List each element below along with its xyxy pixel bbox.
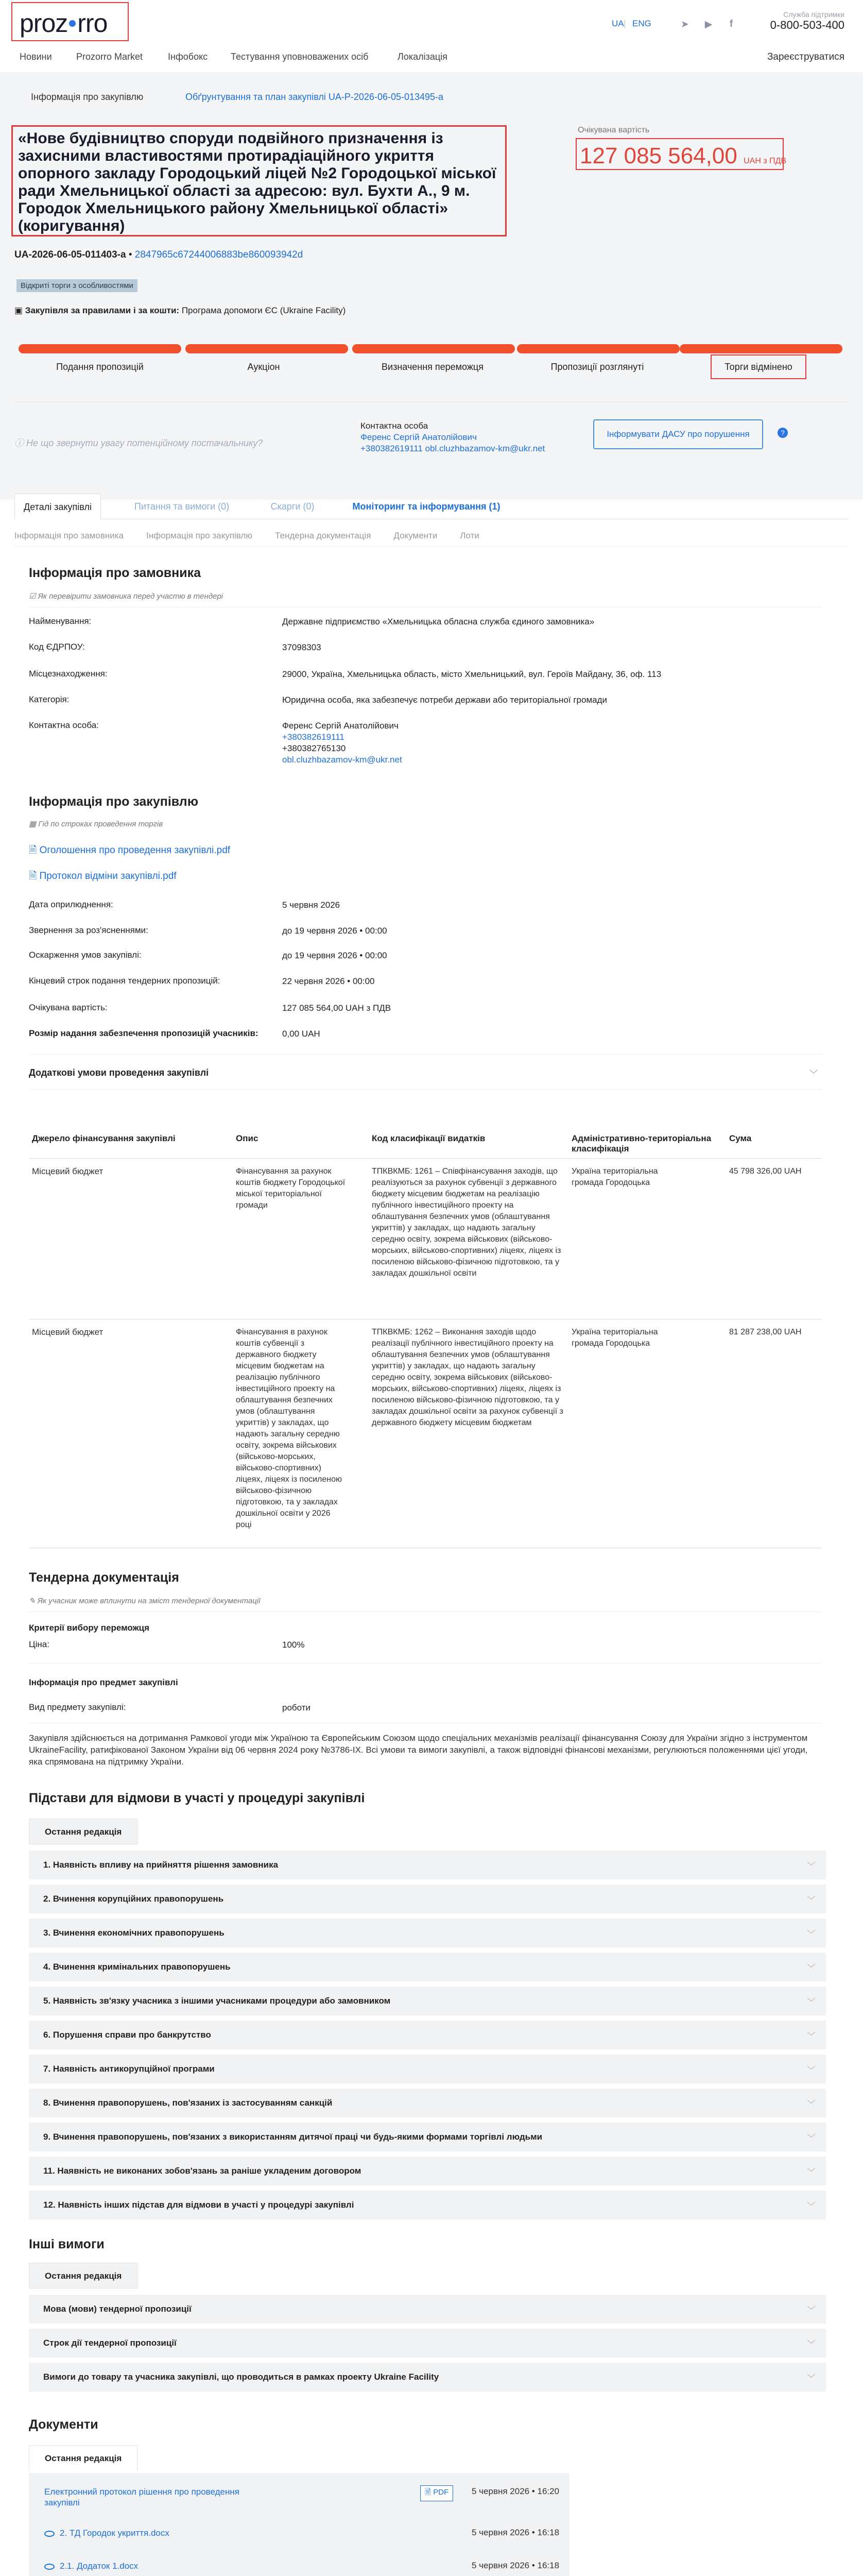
customer-phone-1[interactable]: +380382619111 xyxy=(282,732,344,742)
chevron-down-icon: ﹀ xyxy=(807,2133,816,2143)
accordion-item-label: Вимоги до товару та учасника закупівлі, що проводиться в рамках проекту Ukraine Facility xyxy=(43,2372,439,2382)
stage-bar-5 xyxy=(680,344,842,353)
estimate-value: 127 085 564,00 UAH з ПДВ xyxy=(580,143,787,168)
chevron-down-icon: ﹀ xyxy=(807,1895,816,1905)
edit-icon: ✎ xyxy=(29,1597,38,1605)
nav-market[interactable]: Prozorro Market xyxy=(76,52,143,62)
customer-contact-name: Ференс Сергій Анатолійович xyxy=(282,721,399,731)
customer-hint[interactable]: ☑ Як перевірити замовника перед участю в тендері xyxy=(29,592,223,601)
chevron-down-icon: ﹀ xyxy=(807,2374,816,2383)
tender-note: Закупівля здійснюється на дотримання Рамкової угоди між Україною та Європейським Союзом щодо спеціальних механізмів реалізації фінансування Союзу для України згідно з інструментом UkraineFacility, ратифікованої Законом України від 06 червня 2024 року №3786-IX. Всі умови та вимоги закупівлі, а також відповідні фінансові механізми, регулюються положеннями цієї угоди, яка спрямована на підтримку України. xyxy=(29,1733,808,1767)
file-icon: 🗎 xyxy=(29,845,40,856)
nav-testing[interactable]: Тестування уповноважених осіб xyxy=(231,52,369,62)
accordion-item-label: Строк дії тендерної пропозиції xyxy=(43,2338,177,2348)
accordion-item-label: 12. Наявність інших підстав для відмови в участі у процедурі закупівлі xyxy=(43,2200,354,2210)
table-header: Код класифікації видатків xyxy=(369,1129,568,1159)
accordion-item-label: 11. Наявність не виконаних зобов'язань за раніше укладеним договором xyxy=(43,2166,361,2176)
accordion-item[interactable] xyxy=(29,1987,826,2015)
chevron-down-icon: ﹀ xyxy=(807,2201,816,2211)
accordion-item[interactable] xyxy=(29,1851,826,1879)
chevron-down-icon: ﹀ xyxy=(807,2065,816,2075)
contact-name[interactable]: Ференс Сергій Анатолійович xyxy=(360,432,477,442)
table-header: Опис xyxy=(233,1129,369,1159)
cancel-protocol-file[interactable]: 🗎 Протокол відміни закупівлі.pdf xyxy=(29,871,177,882)
funding-line: ▣ Закупівля за правилами і за кошти: Програма допомоги ЄС (Ukraine Facility) xyxy=(14,306,346,315)
stage-label-2: Аукціон xyxy=(247,362,280,372)
chevron-down-icon: ﹀ xyxy=(807,1997,816,2007)
tender-hash[interactable]: 2847965c67244006883be860093942d xyxy=(134,249,303,260)
telegram-icon[interactable]: ➤ xyxy=(681,19,689,30)
tab-questions[interactable]: Питання та вимоги (0) xyxy=(134,501,230,512)
contact-block xyxy=(360,420,545,454)
contact-email[interactable]: obl.cluzhbazamov-km@ukr.net xyxy=(425,444,545,453)
contact-phone[interactable]: +380382619111 xyxy=(360,444,423,453)
stage-label-5: Торги відмінено xyxy=(724,362,792,372)
accordion-item[interactable] xyxy=(29,2021,826,2049)
tender-docs-heading: Тендерна документація xyxy=(29,1570,179,1585)
documents-heading: Документи xyxy=(29,2417,98,2432)
lang-ua[interactable]: UA xyxy=(612,19,624,28)
nav-infobox[interactable]: Інфобокс xyxy=(168,52,208,62)
table-row: Місцевий бюджет Фінансування за рахунок коштів бюджету Городоцької міської територіальної громади ТПКВКМБ: 1261 – Співфінансування заходів, що реалізуються за рахунок субвенції з державного бюджету місцевим бюджетам на реалізацію публічного інвестиційного проекту на облаштування безпечних умов (облаштування укриттів) у закладах, що надають загальну середню освіту, зокрема військових (військово-морських, військово-спортивних) ліцеях, ліцеях із посиленою військово-фізичною підготовкою, та у закладах дошкільної освіти Україна територіальна громада Городоцька 45 798 326,00 UAH xyxy=(29,1159,822,1319)
announcement-file[interactable]: 🗎 Оголошення про проведення закупівлі.pdf xyxy=(29,845,231,856)
site-header: proz rro UA | ENG ➤ ▶ f Служба підтримки 0-800-503-400 Новини Prozorro Market Інфобокс Тестування уповноважених осіб Локалізація Зареєструватися xyxy=(0,0,863,72)
accordion-item[interactable] xyxy=(29,1885,826,1913)
table-row: Місцевий бюджет Фінансування в рахунок коштів субвенції з державного бюджету місцевим бюджетам на реалізацію публічного інвестиційного проекту на облаштування безпечних умов (облаштування укриттів) у закладах, що надають загальну середню освіту, зокрема військових (військово-морських, військово-спортивних) ліцеях, ліцеях із посиленою військово-фізичною підготовкою, та у закладах дошкільної освіти у 2026 році ТПКВКМБ: 1262 – Виконання заходів щодо реалізації публічного інвестиційного проекту на облаштування безпечних умов (облаштування укриттів) у закладах, що надають загальну середню освіту, зокрема військових (військово-морських, військово-спортивних) ліцеях, ліцеях із посиленою військово-фізичною підготовкою, та у закладах дошкільної освіти за рахунок субвенції з державного бюджету місцевим бюджетам Україна територіальна громада Городоцька 81 287 238,00 UAH xyxy=(29,1319,822,1548)
stage-bar-3 xyxy=(352,344,515,353)
table-header: Сума xyxy=(726,1129,822,1159)
chevron-down-icon: ﹀ xyxy=(807,1929,816,1939)
subtabs xyxy=(14,531,502,541)
accordion-item[interactable] xyxy=(29,2295,826,2324)
refusal-heading: Підстави для відмови в участі у процедурі закупівлі xyxy=(29,1791,365,1805)
help-icon[interactable]: ? xyxy=(778,428,788,438)
eye-icon[interactable] xyxy=(44,2531,55,2537)
table-header: Джерело фінансування закупівлі xyxy=(29,1129,233,1159)
chevron-down-icon: ﹀ xyxy=(807,2340,816,2349)
accordion-item-label: 6. Порушення справи про банкрутство xyxy=(43,2030,211,2040)
breadcrumb-current: Інформація про закупівлю xyxy=(31,92,144,102)
accordion-item[interactable] xyxy=(29,1919,826,1947)
support-phone[interactable]: 0-800-503-400 xyxy=(770,19,844,31)
chevron-down-icon: ﹀ xyxy=(807,2031,816,2041)
refusal-version-tab[interactable]: Остання редакція xyxy=(29,1819,137,1844)
tab-details[interactable]: Деталі закупівлі xyxy=(14,494,101,519)
chevron-down-icon: ﹀ xyxy=(807,2099,816,2109)
estimate-label: Очікувана вартість xyxy=(578,126,650,134)
calendar-icon: ▦ xyxy=(29,820,39,828)
pdf-button[interactable]: 🗎 PDF xyxy=(420,2485,453,2501)
procurement-hint[interactable]: ▦ Гід по строках проведення торгів xyxy=(29,820,163,828)
tab-complaints[interactable]: Скарги (0) xyxy=(270,501,315,512)
chevron-down-icon: ﹀ xyxy=(807,1963,816,1973)
nav-localization[interactable]: Локалізація xyxy=(398,52,447,62)
chevron-down-icon: ﹀ xyxy=(807,2167,816,2177)
stage-label-4: Пропозиції розглянуті xyxy=(550,362,644,372)
funding-sources-table xyxy=(29,1129,822,1548)
subtab-procurement[interactable]: Інформація про закупівлю xyxy=(146,531,253,540)
signup-link[interactable]: Зареєструватися xyxy=(767,52,844,62)
tender-ids: UA-2026-06-05-011403-a • 2847965c67244006883be860093942d xyxy=(14,249,303,260)
contact-label: Контактна особа xyxy=(360,421,428,431)
procedure-type-badge: Відкриті торги з особливостями xyxy=(16,279,137,292)
logo-highlight[interactable] xyxy=(11,2,129,41)
accordion-item-label: 1. Наявність впливу на прийняття рішення замовника xyxy=(43,1860,279,1870)
prozorro-logo[interactable]: proz rro xyxy=(20,9,108,38)
wallet-icon: ▣ xyxy=(14,306,25,315)
checklist-icon: ☑ xyxy=(29,592,38,601)
divider xyxy=(14,546,849,547)
customer-heading: Інформація про замовника xyxy=(29,566,201,580)
chevron-down-icon: ﹀ xyxy=(809,1070,818,1079)
tender-docs-hint[interactable]: ✎ Як учасник може вплинути на зміст тендерної документації xyxy=(29,1597,261,1605)
accordion-item-label: 4. Вчинення кримінальних правопорушень xyxy=(43,1962,231,1972)
chevron-down-icon: ﹀ xyxy=(807,1861,816,1871)
accordion-item-label: Мова (мови) тендерної пропозиції xyxy=(43,2304,192,2314)
subtab-tender-docs[interactable]: Тендерна документація xyxy=(275,531,371,540)
stage-label-3: Визначення переможця xyxy=(382,362,484,372)
extra-conditions-accordion[interactable]: Додаткові умови проведення закупівлі ﹀ xyxy=(29,1067,818,1079)
accordion-item[interactable] xyxy=(29,2157,826,2185)
subtab-lots[interactable]: Лоти xyxy=(460,531,479,540)
accordion-item[interactable] xyxy=(29,1953,826,1981)
divider xyxy=(29,1089,822,1090)
stage-bar-4 xyxy=(517,344,680,353)
table-header: Адміністративно-територіальна класифікація xyxy=(568,1129,726,1159)
stage-bar-2 xyxy=(185,344,348,353)
tender-id[interactable]: UA-2026-06-05-011403-a xyxy=(14,249,126,260)
divider xyxy=(29,1054,822,1055)
accordion-item[interactable] xyxy=(29,2123,826,2151)
other-version-tab[interactable]: Остання редакція xyxy=(29,2263,137,2289)
divider xyxy=(29,1663,822,1664)
customer-phone-2: +380382765130 xyxy=(282,743,346,753)
eye-icon[interactable] xyxy=(44,2564,55,2570)
accordion-item[interactable] xyxy=(29,2363,826,2392)
tab-monitoring[interactable]: Моніторинг та інформування (1) xyxy=(352,501,500,512)
subtab-customer[interactable]: Інформація про замовника xyxy=(14,531,124,540)
accordion-item-label: 5. Наявність зв'язку учасника з іншими учасниками процедури або замовником xyxy=(43,1996,391,2006)
documents-panel: Електронний протокол рішення про проведення закупівлі 🗎 PDF 5 червня 2026 • 16:20 2. ТД Городок укриття.docx 5 червня 2026 • 16:18 2.1. Додаток 1.docx 5 червня 2026 • 16:18 xyxy=(29,2473,569,2576)
accordion-item-label: 9. Вчинення правопорушень, пов'язаних з використанням дитячої праці чи будь-якими формами торгівлі людьми xyxy=(43,2132,543,2142)
lang-eng[interactable]: ENG xyxy=(632,19,651,28)
subtab-documents[interactable]: Документи xyxy=(393,531,438,540)
supplier-question[interactable]: ⓘ Не що звернути увагу потенційному постачальнику? xyxy=(14,438,263,448)
report-dasu-button[interactable]: Інформувати ДАСУ про порушення xyxy=(593,419,763,449)
stage-label-1: Подання пропозицій xyxy=(56,362,144,372)
accordion-item[interactable] xyxy=(29,2191,826,2219)
page-title: «Нове будівництво споруди подвійного призначення із захисними властивостями протирадіаційного укриття опорного закладу Городоцький ліцей №2 Городоцької міської ради Хмельницької області за адресою: вул. Бухти А., 9 м. Городок Хмельницького району Хмельницької області» (коригування) xyxy=(18,130,496,234)
support-block xyxy=(770,10,844,32)
detail-tabs xyxy=(14,494,849,519)
support-label: Служба підтримки xyxy=(783,10,844,19)
breadcrumb-plan-link[interactable]: Обґрунтування та план закупівлі UA-P-2026-06-05-013495-a xyxy=(185,92,444,102)
criteria-heading: Критерії вибору переможця xyxy=(29,1623,149,1633)
accordion-item-label: 7. Наявність антикорупційної програми xyxy=(43,2064,215,2074)
accordion-item-label: 2. Вчинення корупційних правопорушень xyxy=(43,1894,224,1904)
estimate-highlight xyxy=(576,138,787,170)
question-icon: ⓘ xyxy=(14,438,27,448)
customer-email[interactable]: obl.cluzhbazamov-km@ukr.net xyxy=(282,755,402,765)
accordion-item[interactable] xyxy=(29,2089,826,2117)
nav-news[interactable]: Новини xyxy=(20,52,52,62)
procurement-heading: Інформація про закупівлю xyxy=(29,794,199,809)
other-heading: Інші вимоги xyxy=(29,2237,105,2251)
accordion-item-label: 3. Вчинення економічних правопорушень xyxy=(43,1928,225,1938)
subject-heading: Інформація про предмет закупівлі xyxy=(29,1677,178,1687)
accordion-item[interactable] xyxy=(29,2055,826,2083)
title-highlight xyxy=(11,125,507,236)
file-icon: 🗎 xyxy=(29,871,40,882)
facebook-icon[interactable]: f xyxy=(729,19,733,29)
accordion-item[interactable] xyxy=(29,2329,826,2358)
chevron-down-icon: ﹀ xyxy=(807,2306,816,2315)
docs-version-tab[interactable]: Остання редакція xyxy=(29,2445,137,2471)
youtube-icon[interactable]: ▶ xyxy=(704,19,713,30)
accordion-item-label: 8. Вчинення правопорушень, пов'язаних із застосуванням санкцій xyxy=(43,2098,333,2108)
stage-bar-1 xyxy=(19,344,181,353)
